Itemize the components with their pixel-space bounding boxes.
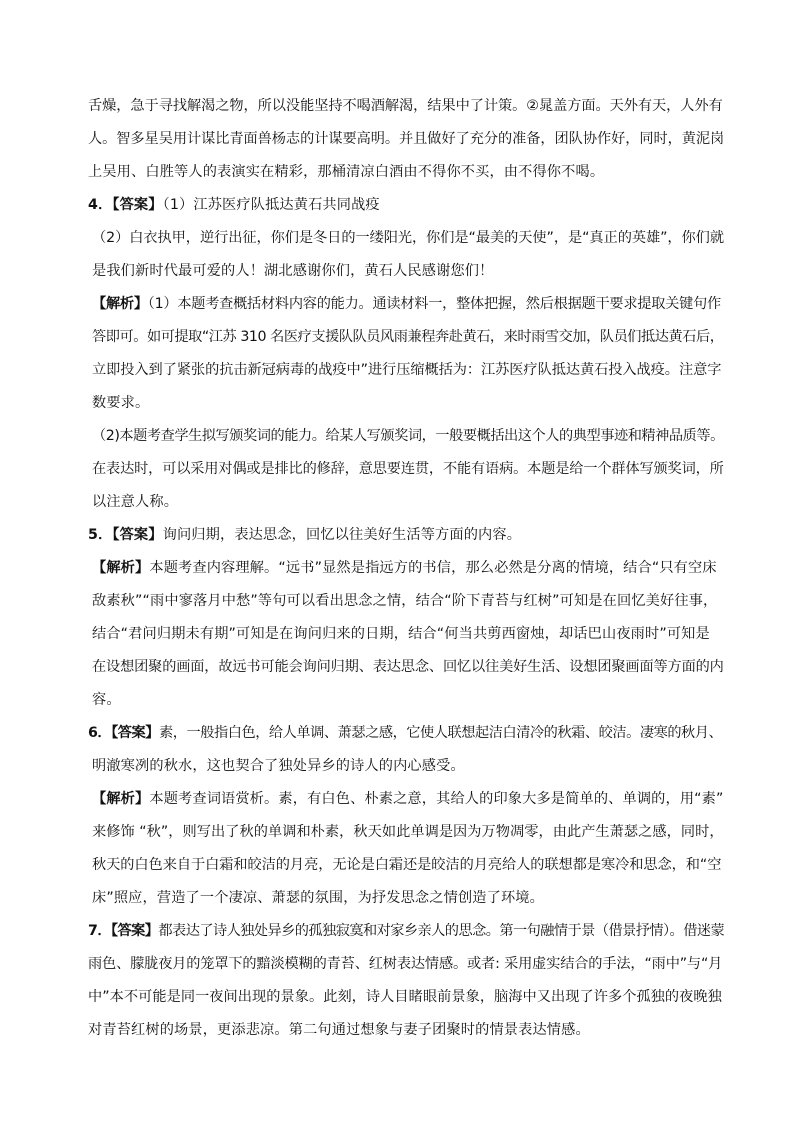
text-line: 在表达时，可以采用对偶或是排比的修辞，意思要连贯，不能有语病。本题是给一个群体写颁奖词，所 xyxy=(92,461,724,477)
answer-tag: 【答案】 xyxy=(112,527,163,543)
text-line: 对青苔红树的场景，更添悲凉。第二句通过想象与妻子团聚时的情景表达情感。 xyxy=(88,1022,590,1038)
analysis-tag: 【解析】 xyxy=(92,296,148,312)
text-line: 明澈寒冽的秋水，这也契合了独处异乡的诗人的内心感受。 xyxy=(92,758,465,774)
question-number: 5． xyxy=(88,527,113,543)
text-line: 结合“君问归期未有期”可知是在询问归来的日期，结合“何当共剪西窗烛，却话巴山夜雨时”可知是 xyxy=(92,626,710,642)
text-line: 以注意人称。 xyxy=(92,494,179,510)
text-line: 是我们新时代最可爱的人！湖北感谢你们，黄石人民感谢您们！ xyxy=(92,263,494,279)
question-number: 7． xyxy=(88,923,111,939)
answer-tag: 【答案】 xyxy=(112,197,163,213)
q5-answer-line: 5．【答案】询问归期，表达思念，回忆以往美好生活等方面的内容。 xyxy=(88,527,522,543)
text-line: 人。智多星吴用计谋比青面兽杨志的计谋要高明。并且做好了充分的准备，团队协作好，同时，黄泥岗 xyxy=(88,131,725,147)
q4-answer-line: 4．【答案】（1）江苏医疗队抵达黄石共同战疫 xyxy=(88,197,380,213)
text-line: 答即可。如可提取“江苏 310 名医疗支援队队员风雨兼程奔赴黄石，来时雨雪交加，队员们抵达黄石后， xyxy=(92,329,724,345)
text-line: 数要求。 xyxy=(92,395,150,411)
text-line: 床”照应，营造了一个凄凉、萧瑟的氛围，为抒发思念之情创造了环境。 xyxy=(92,890,544,906)
text-line: 舌燥，急于寻找解渴之物，所以没能坚持不喝酒解渴，结果中了计策。②晁盖方面。天外有天，人外有 xyxy=(88,98,723,114)
text-line: 容。 xyxy=(92,692,121,708)
answer-tag: 【答案】 xyxy=(111,725,160,741)
analysis-tag: 【解析】 xyxy=(92,791,150,807)
question-number: 4． xyxy=(88,197,113,213)
text-line: 敌素秋”“雨中寥落月中愁”等句可以看出思念之情，结合“阶下青苔与红树”可知是在回忆美好往事， xyxy=(92,593,718,609)
text-line: 来修饰 “秋”，则写出了秋的单调和朴素，秋天如此单调是因为万物凋零，由此产生萧瑟之感，同时， xyxy=(92,824,724,840)
question-number: 6． xyxy=(88,725,112,741)
text-line: 在设想团聚的画面，故远书可能会询问归期、表达思念、回忆以往美好生活、设想团聚画面等方面的内 xyxy=(92,659,724,675)
analysis-tag: 【解析】 xyxy=(92,560,150,576)
text-line: 秋天的白色来自于白霜和皎洁的月亮，无论是白霜还是皎洁的月亮给人的联想都是寒冷和思念，和“空 xyxy=(92,857,722,873)
answer-tag: 【答案】 xyxy=(110,923,159,939)
q6-answer-line: 6．【答案】素，一般指白色，给人单调、萧瑟之感，它使人联想起洁白清冷的秋霜、皎洁。凄寒的秋月、 xyxy=(88,725,723,741)
text-line: （2)本题考查学生拟写颁奖词的能力。给某人写颁奖词，一般要概括出这个人的典型事迹和精神品质等。 xyxy=(92,428,724,444)
text-line: （2）白衣执甲，逆行出征，你们是冬日的一缕阳光，你们是“最美的天使”，是“真正的英雄”，你们就 xyxy=(92,230,724,246)
q5-analysis-line: 【解析】本题考查内容理解。“远书”显然是指远方的书信，那么必然是分离的情境，结合“只有空床 xyxy=(92,560,717,576)
q7-answer-line: 7．【答案】都表达了诗人独处异乡的孤独寂寞和对家乡亲人的思念。第一句融情于景（借景抒情）。借迷蒙 xyxy=(88,923,725,939)
text-line: 立即投入到了紧张的抗击新冠病毒的战疫中”进行压缩概括为：江苏医疗队抵达黄石投入战疫。注意字 xyxy=(92,362,722,378)
text-line: 上吴用、白胜等人的表演实在精彩，那桶清凉白酒由不得你不买，由不得你不喝。 xyxy=(88,164,605,180)
text-line: 雨色、朦胧夜月的笼罩下的黯淡模糊的青苔、红树表达情感。或者: 采用虚实结合的手法，“雨中”与“月 xyxy=(88,956,723,972)
text-line: 中”本不可能是同一夜间出现的景象。此刻，诗人目睹眼前景象，脑海中又出现了许多个孤独的夜晚独 xyxy=(88,989,722,1005)
q4-analysis-line: 【解析】（1）本题考查概括材料内容的能力。通读材料一，整体把握，然后根据题干要求提取关键句作 xyxy=(92,296,721,312)
q6-analysis-line: 【解析】本题考查词语赏析。素，有白色、朴素之意，其给人的印象大多是简单的、单调的，用“素” xyxy=(92,791,724,807)
